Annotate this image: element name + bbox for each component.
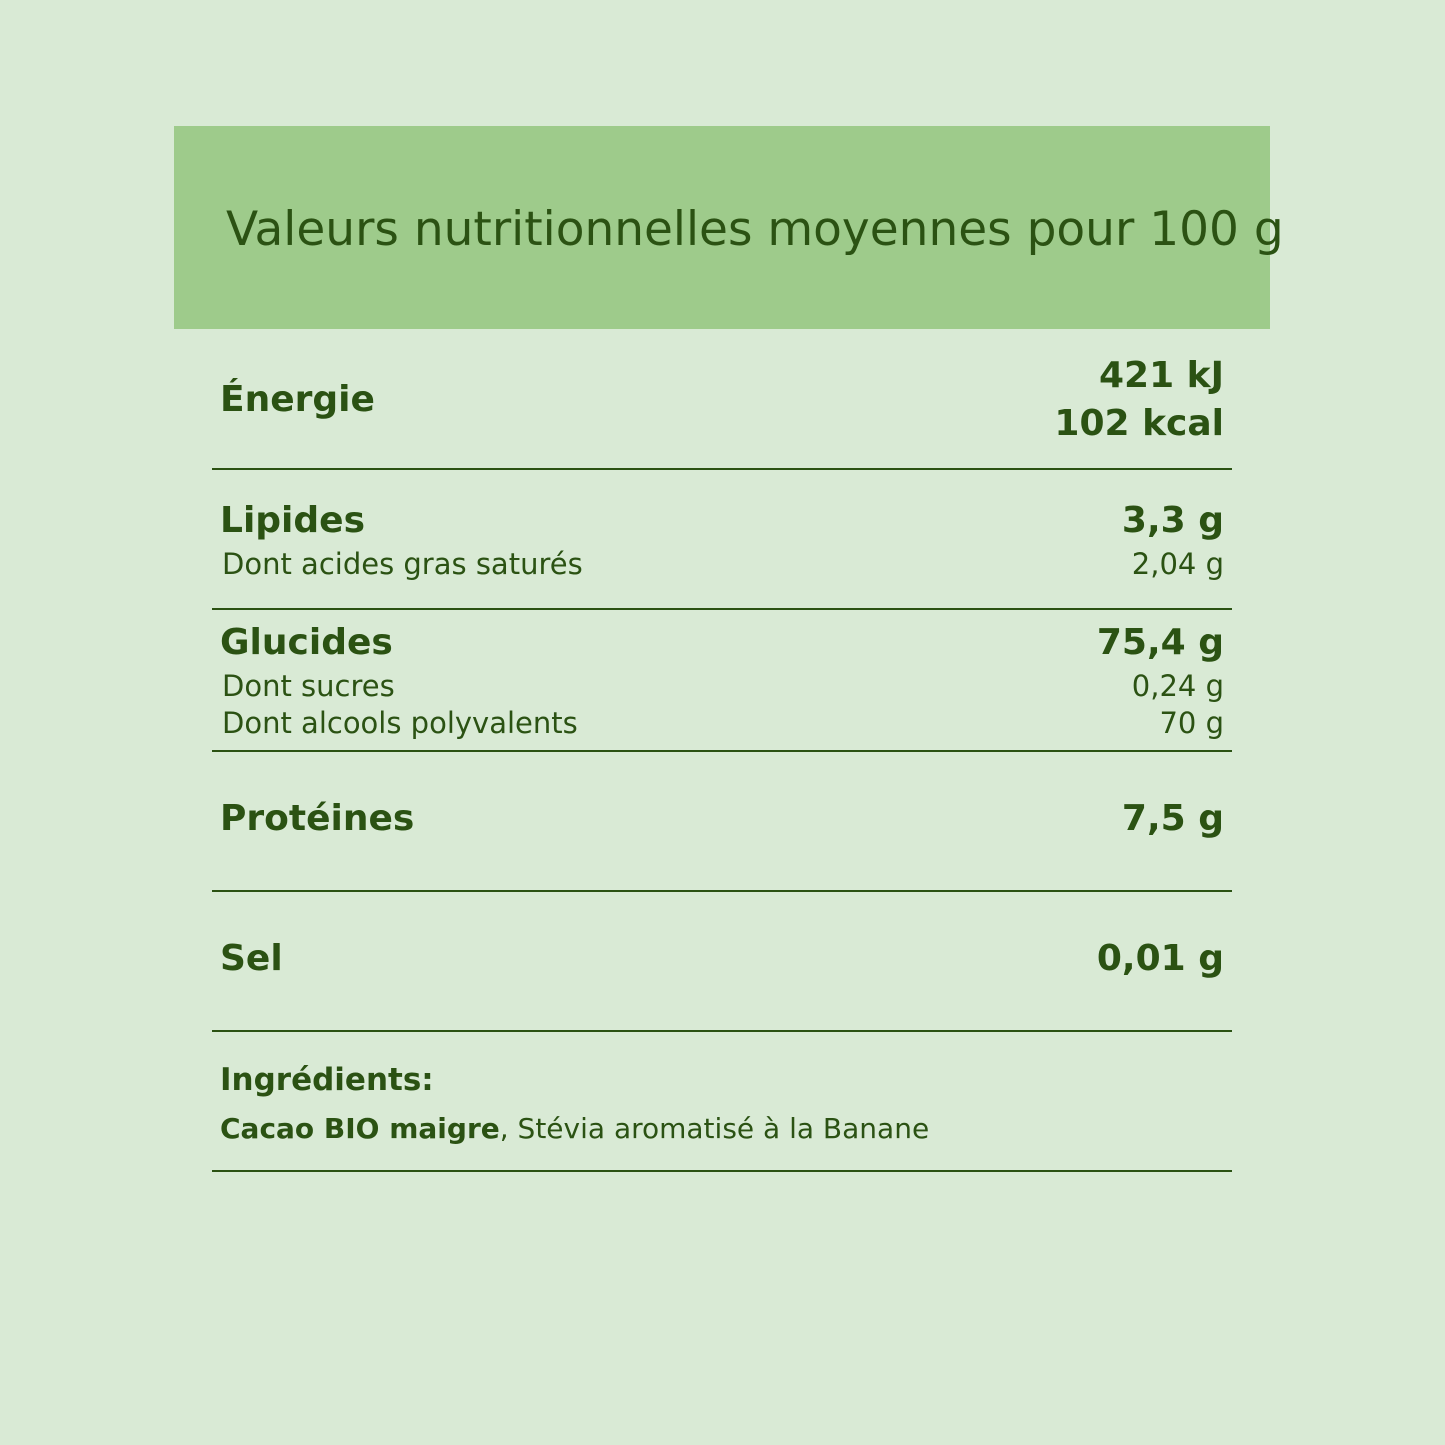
glucides-sub2-label: Dont alcools polyvalents bbox=[222, 706, 578, 740]
energie-label: Énergie bbox=[220, 379, 375, 420]
row-proteines bbox=[212, 752, 1232, 890]
lipides-sub-label: Dont acides gras saturés bbox=[222, 547, 583, 581]
proteines-label: Protéines bbox=[220, 798, 415, 839]
row-glucides bbox=[212, 610, 1232, 750]
glucides-sub1-value: 0,24 g bbox=[1131, 669, 1224, 703]
sel-value: 0,01 g bbox=[1096, 938, 1224, 979]
ingredients-bold: Cacao BIO maigre bbox=[220, 1112, 500, 1145]
ingredients-list bbox=[220, 1112, 929, 1145]
energie-kcal-value: 102 kcal bbox=[1054, 403, 1224, 444]
nutrition-title: Valeurs nutritionnelles moyennes pour 100 g bbox=[226, 202, 1284, 257]
ingredients-title: Ingrédients: bbox=[220, 1062, 434, 1098]
row-energie bbox=[212, 329, 1232, 469]
row-ingredients bbox=[212, 1032, 1232, 1170]
lipides-sub-value: 2,04 g bbox=[1131, 547, 1224, 581]
glucides-sub1-label: Dont sucres bbox=[222, 669, 395, 703]
divider bbox=[212, 1170, 1232, 1172]
lipides-label: Lipides bbox=[220, 500, 366, 541]
glucides-label: Glucides bbox=[220, 622, 393, 663]
glucides-value: 75,4 g bbox=[1096, 622, 1224, 663]
nutrition-header bbox=[174, 126, 1284, 329]
ingredients-rest: , Stévia aromatisé à la Banane bbox=[499, 1112, 930, 1145]
sel-label: Sel bbox=[220, 938, 283, 979]
energie-kj-value: 421 kJ bbox=[1098, 355, 1224, 396]
row-lipides bbox=[212, 470, 1232, 608]
proteines-value: 7,5 g bbox=[1121, 798, 1224, 839]
lipides-value: 3,3 g bbox=[1121, 500, 1224, 541]
glucides-sub2-value: 70 g bbox=[1159, 706, 1224, 740]
row-sel bbox=[212, 892, 1232, 1030]
